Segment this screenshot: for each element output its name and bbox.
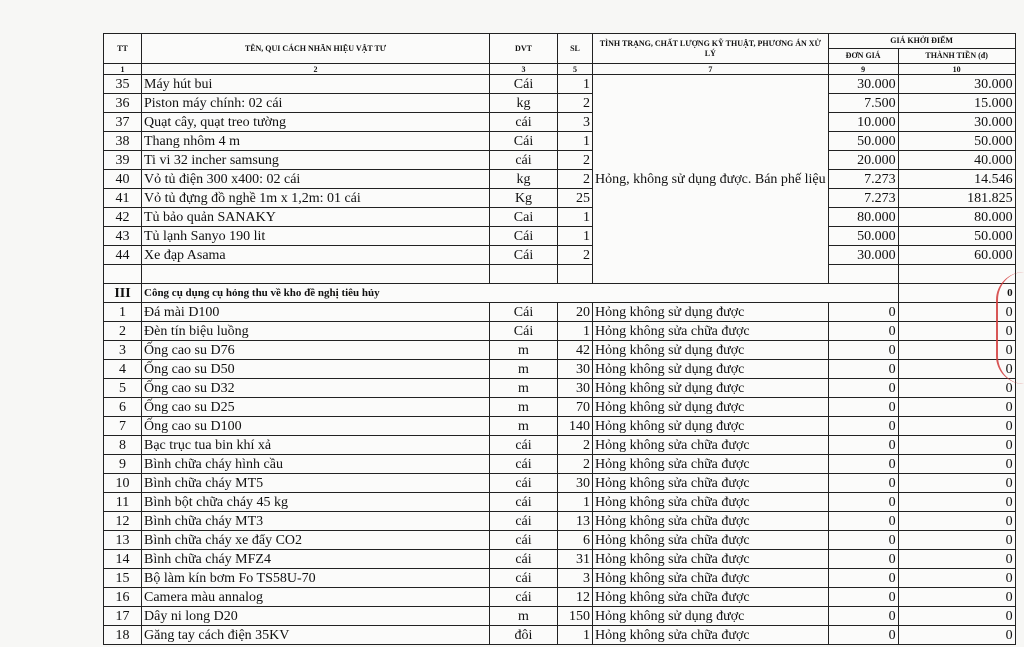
row-unit-price: 0	[828, 379, 898, 398]
blank-cell	[142, 265, 490, 284]
row-name: Bình chữa cháy MT5	[142, 474, 490, 493]
blank-cell	[490, 265, 558, 284]
row-qty: 3	[558, 569, 593, 588]
row-unit: đôi	[490, 626, 558, 645]
row-total: 30.000	[898, 113, 1015, 132]
row-unit-price: 0	[828, 493, 898, 512]
blank-cell	[558, 265, 593, 284]
section-row	[104, 284, 1016, 303]
row-qty: 31	[558, 550, 593, 569]
header-status: TÌNH TRẠNG, CHẤT LƯỢNG KỸ THUẬT, PHƯƠNG ÁN XỬ LÝ	[593, 34, 829, 64]
col-number: 3	[490, 64, 558, 75]
row-qty: 13	[558, 512, 593, 531]
row-unit-price: 0	[828, 436, 898, 455]
row-tt: 42	[104, 208, 142, 227]
row-unit: m	[490, 341, 558, 360]
row-total: 40.000	[898, 151, 1015, 170]
column-number-row	[104, 64, 1016, 75]
header-unit-price: ĐƠN GIÁ	[828, 49, 898, 64]
row-total: 0	[898, 398, 1015, 417]
row-qty: 140	[558, 417, 593, 436]
row-total: 60.000	[898, 246, 1015, 265]
row-unit-price: 10.000	[828, 113, 898, 132]
row-name: Camera màu annalog	[142, 588, 490, 607]
row-qty: 12	[558, 588, 593, 607]
row-status: Hỏng không sửa chữa được	[593, 626, 829, 645]
row-name: Găng tay cách điện 35KV	[142, 626, 490, 645]
table-row	[104, 569, 1016, 588]
table-row	[104, 170, 1016, 189]
row-qty: 42	[558, 341, 593, 360]
section-number: III	[104, 284, 142, 303]
row-tt: 38	[104, 132, 142, 151]
row-unit-price: 20.000	[828, 151, 898, 170]
table-row	[104, 436, 1016, 455]
row-unit: cái	[490, 474, 558, 493]
row-name: Bộ làm kín bơm Fo TS58U-70	[142, 569, 490, 588]
row-name: Ống cao su D100	[142, 417, 490, 436]
row-name: Xe đạp Asama	[142, 246, 490, 265]
row-unit: cái	[490, 493, 558, 512]
row-tt: 13	[104, 531, 142, 550]
header-qty: SL	[558, 34, 593, 64]
row-qty: 1	[558, 132, 593, 151]
row-name: Bình bột chữa cháy 45 kg	[142, 493, 490, 512]
row-total: 0	[898, 322, 1015, 341]
table-row	[104, 588, 1016, 607]
row-unit-price: 0	[828, 455, 898, 474]
table-row	[104, 474, 1016, 493]
row-total: 0	[898, 360, 1015, 379]
table-row	[104, 360, 1016, 379]
row-unit: m	[490, 398, 558, 417]
row-tt: 41	[104, 189, 142, 208]
table-row	[104, 94, 1016, 113]
row-unit: cái	[490, 151, 558, 170]
row-unit-price: 0	[828, 531, 898, 550]
table-row	[104, 246, 1016, 265]
row-unit: cái	[490, 455, 558, 474]
row-unit-price: 50.000	[828, 132, 898, 151]
row-status: Hỏng không sửa chữa được	[593, 455, 829, 474]
row-total: 0	[898, 379, 1015, 398]
blank-cell	[898, 265, 1015, 284]
row-status: Hỏng không sửa chữa được	[593, 550, 829, 569]
table-row	[104, 113, 1016, 132]
row-name: Bình chữa cháy MT3	[142, 512, 490, 531]
row-unit: Cái	[490, 132, 558, 151]
table-row	[104, 227, 1016, 246]
row-tt: 39	[104, 151, 142, 170]
row-tt: 2	[104, 322, 142, 341]
row-unit: cái	[490, 569, 558, 588]
row-tt: 35	[104, 75, 142, 94]
row-status: Hỏng không sửa chữa được	[593, 588, 829, 607]
row-total: 50.000	[898, 227, 1015, 246]
row-unit-price: 0	[828, 322, 898, 341]
row-total: 0	[898, 607, 1015, 626]
row-unit-price: 0	[828, 512, 898, 531]
table-row	[104, 512, 1016, 531]
row-qty: 1	[558, 208, 593, 227]
row-qty: 150	[558, 607, 593, 626]
row-qty: 1	[558, 75, 593, 94]
table-row	[104, 493, 1016, 512]
row-unit: cái	[490, 588, 558, 607]
row-total: 0	[898, 512, 1015, 531]
row-total: 0	[898, 569, 1015, 588]
row-qty: 1	[558, 227, 593, 246]
table-row	[104, 208, 1016, 227]
header-price-group: GIÁ KHỞI ĐIỂM	[828, 34, 1015, 49]
table-row	[104, 417, 1016, 436]
row-unit: Cái	[490, 303, 558, 322]
row-qty: 70	[558, 398, 593, 417]
row-tt: 18	[104, 626, 142, 645]
section-total: 0	[898, 284, 1015, 303]
row-tt: 3	[104, 341, 142, 360]
table-row	[104, 189, 1016, 208]
row-status: Hỏng không sửa chữa được	[593, 322, 829, 341]
row-tt: 9	[104, 455, 142, 474]
row-status: Hỏng không sử dụng được	[593, 398, 829, 417]
row-unit-price: 7.273	[828, 189, 898, 208]
header-unit: DVT	[490, 34, 558, 64]
table-row	[104, 151, 1016, 170]
group-status: Hỏng, không sử dụng được. Bán phế liệu	[593, 75, 829, 284]
row-unit-price: 80.000	[828, 208, 898, 227]
blank-cell	[104, 265, 142, 284]
row-unit-price: 7.500	[828, 94, 898, 113]
row-name: Máy hút bui	[142, 75, 490, 94]
row-qty: 6	[558, 531, 593, 550]
row-tt: 17	[104, 607, 142, 626]
table-row	[104, 303, 1016, 322]
row-unit-price: 50.000	[828, 227, 898, 246]
row-unit: Kg	[490, 189, 558, 208]
row-qty: 2	[558, 170, 593, 189]
row-unit: Cái	[490, 322, 558, 341]
row-tt: 11	[104, 493, 142, 512]
row-tt: 5	[104, 379, 142, 398]
row-qty: 30	[558, 379, 593, 398]
row-unit-price: 30.000	[828, 246, 898, 265]
row-qty: 2	[558, 94, 593, 113]
row-total: 0	[898, 303, 1015, 322]
row-name: Quạt cây, quạt treo tường	[142, 113, 490, 132]
row-name: Bình chữa cháy xe đẩy CO2	[142, 531, 490, 550]
row-total: 80.000	[898, 208, 1015, 227]
row-unit-price: 0	[828, 569, 898, 588]
table-row	[104, 379, 1016, 398]
row-qty: 2	[558, 246, 593, 265]
row-name: Thang nhôm 4 m	[142, 132, 490, 151]
row-tt: 43	[104, 227, 142, 246]
col-number: 5	[558, 64, 593, 75]
row-total: 0	[898, 417, 1015, 436]
row-total: 0	[898, 455, 1015, 474]
row-qty: 30	[558, 360, 593, 379]
row-unit-price: 0	[828, 550, 898, 569]
row-name: Ống cao su D76	[142, 341, 490, 360]
row-tt: 15	[104, 569, 142, 588]
row-total: 15.000	[898, 94, 1015, 113]
row-total: 30.000	[898, 75, 1015, 94]
row-tt: 4	[104, 360, 142, 379]
row-unit: m	[490, 607, 558, 626]
blank-row	[104, 265, 1016, 284]
row-tt: 10	[104, 474, 142, 493]
row-unit: cái	[490, 113, 558, 132]
row-name: Đá mài D100	[142, 303, 490, 322]
row-qty: 30	[558, 474, 593, 493]
row-unit: m	[490, 379, 558, 398]
row-unit: Cái	[490, 246, 558, 265]
row-tt: 37	[104, 113, 142, 132]
asset-disposal-table	[103, 33, 1016, 645]
row-tt: 16	[104, 588, 142, 607]
row-unit: cái	[490, 531, 558, 550]
red-company-seal	[996, 272, 1024, 384]
row-total: 0	[898, 531, 1015, 550]
row-total: 0	[898, 626, 1015, 645]
table-row	[104, 626, 1016, 645]
row-name: Vỏ tủ đựng đồ nghề 1m x 1,2m: 01 cái	[142, 189, 490, 208]
row-unit-price: 0	[828, 588, 898, 607]
row-total: 0	[898, 474, 1015, 493]
row-name: Ống cao su D32	[142, 379, 490, 398]
row-unit: m	[490, 360, 558, 379]
row-qty: 1	[558, 626, 593, 645]
row-total: 0	[898, 436, 1015, 455]
row-unit: Cai	[490, 208, 558, 227]
row-tt: 40	[104, 170, 142, 189]
row-tt: 12	[104, 512, 142, 531]
row-name: Bình chữa cháy MFZ4	[142, 550, 490, 569]
row-qty: 1	[558, 493, 593, 512]
row-name: Ti vi 32 incher samsung	[142, 151, 490, 170]
row-name: Bình chữa cháy hình cầu	[142, 455, 490, 474]
row-total: 0	[898, 493, 1015, 512]
col-number: 1	[104, 64, 142, 75]
row-unit: cái	[490, 550, 558, 569]
row-tt: 36	[104, 94, 142, 113]
row-qty: 2	[558, 436, 593, 455]
section-title: Công cụ dụng cụ hỏng thu về kho đề nghị tiêu hủy	[142, 284, 899, 303]
row-total: 0	[898, 341, 1015, 360]
row-status: Hỏng không sử dụng được	[593, 379, 829, 398]
row-tt: 8	[104, 436, 142, 455]
row-unit-price: 0	[828, 417, 898, 436]
table-row	[104, 322, 1016, 341]
row-qty: 25	[558, 189, 593, 208]
row-name: Bạc trục tua bin khí xả	[142, 436, 490, 455]
row-status: Hỏng không sửa chữa được	[593, 512, 829, 531]
row-status: Hỏng không sử dụng được	[593, 607, 829, 626]
col-number: 2	[142, 64, 490, 75]
row-name: Ống cao su D50	[142, 360, 490, 379]
col-number: 7	[593, 64, 829, 75]
row-unit-price: 0	[828, 360, 898, 379]
table-row	[104, 455, 1016, 474]
col-number: 10	[898, 64, 1015, 75]
row-tt: 44	[104, 246, 142, 265]
row-unit: cái	[490, 512, 558, 531]
row-qty: 2	[558, 455, 593, 474]
row-name: Vỏ tủ điện 300 x400: 02 cái	[142, 170, 490, 189]
row-total: 14.546	[898, 170, 1015, 189]
header-tt: TT	[104, 34, 142, 64]
header-total: THÀNH TIỀN (đ)	[898, 49, 1015, 64]
row-unit: m	[490, 417, 558, 436]
row-unit-price: 0	[828, 303, 898, 322]
row-name: Tủ bảo quản SANAKY	[142, 208, 490, 227]
row-qty: 20	[558, 303, 593, 322]
row-unit: cái	[490, 436, 558, 455]
row-status: Hỏng không sửa chữa được	[593, 531, 829, 550]
table-row	[104, 132, 1016, 151]
row-qty: 3	[558, 113, 593, 132]
row-total: 0	[898, 550, 1015, 569]
row-name: Dây ni long D20	[142, 607, 490, 626]
row-unit-price: 30.000	[828, 75, 898, 94]
row-unit-price: 0	[828, 607, 898, 626]
row-status: Hỏng không sử dụng được	[593, 303, 829, 322]
table-row	[104, 398, 1016, 417]
row-total: 181.825	[898, 189, 1015, 208]
header-name: TÊN, QUI CÁCH NHÃN HIỆU VẬT TƯ	[142, 34, 490, 64]
row-name: Piston máy chính: 02 cái	[142, 94, 490, 113]
row-status: Hỏng không sử dụng được	[593, 417, 829, 436]
row-status: Hỏng không sửa chữa được	[593, 436, 829, 455]
row-unit: Cái	[490, 75, 558, 94]
col-number: 9	[828, 64, 898, 75]
row-unit-price: 0	[828, 341, 898, 360]
row-unit-price: 7.273	[828, 170, 898, 189]
row-unit: kg	[490, 94, 558, 113]
row-tt: 6	[104, 398, 142, 417]
row-total: 0	[898, 588, 1015, 607]
row-status: Hỏng không sửa chữa được	[593, 569, 829, 588]
blank-cell	[828, 265, 898, 284]
row-total: 50.000	[898, 132, 1015, 151]
table-row	[104, 341, 1016, 360]
table-row	[104, 607, 1016, 626]
row-unit-price: 0	[828, 398, 898, 417]
row-unit: kg	[490, 170, 558, 189]
row-status: Hỏng không sửa chữa được	[593, 493, 829, 512]
row-tt: 1	[104, 303, 142, 322]
row-unit-price: 0	[828, 474, 898, 493]
row-unit: Cái	[490, 227, 558, 246]
row-status: Hỏng không sửa chữa được	[593, 474, 829, 493]
table-row	[104, 550, 1016, 569]
row-tt: 7	[104, 417, 142, 436]
row-name: Ống cao su D25	[142, 398, 490, 417]
row-tt: 14	[104, 550, 142, 569]
row-qty: 1	[558, 322, 593, 341]
row-name: Tủ lạnh Sanyo 190 lit	[142, 227, 490, 246]
table-row	[104, 75, 1016, 94]
row-status: Hỏng không sử dụng được	[593, 360, 829, 379]
row-status: Hỏng không sử dụng được	[593, 341, 829, 360]
table-row	[104, 531, 1016, 550]
row-name: Đèn tín biệu luồng	[142, 322, 490, 341]
row-qty: 2	[558, 151, 593, 170]
row-unit-price: 0	[828, 626, 898, 645]
